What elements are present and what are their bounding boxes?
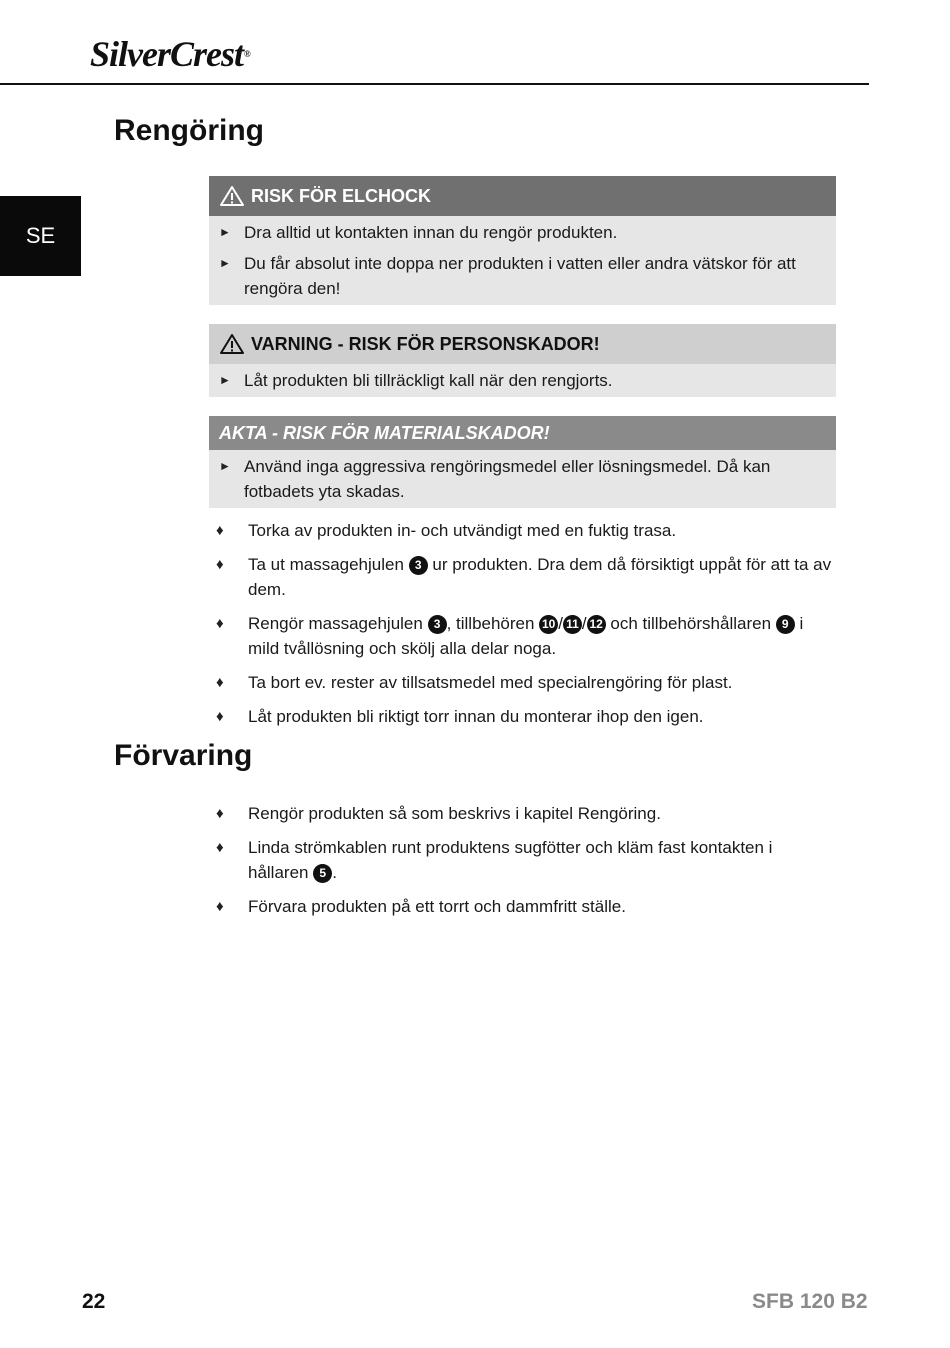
warning-title: AKTA - RISK FÖR MATERIALSKADOR! [219, 422, 550, 443]
list-item [216, 552, 836, 602]
cleaning-steps-list [216, 518, 836, 738]
brand-name: SilverCrest [90, 34, 244, 74]
arrow-bullet-icon: ► [219, 373, 231, 387]
warning-item [219, 368, 826, 393]
warning-triangle-icon [219, 185, 245, 207]
header-rule [0, 83, 869, 85]
list-item [216, 611, 836, 661]
diamond-bullet-icon: ♦ [216, 615, 224, 632]
warning-header [209, 176, 836, 216]
arrow-bullet-icon: ► [219, 256, 231, 270]
diamond-bullet-icon: ♦ [216, 805, 224, 822]
diamond-bullet-icon: ♦ [216, 898, 224, 915]
list-item-text: Ta bort ev. rester av tillsatsmedel med specialrengöring för plast. [248, 673, 733, 692]
list-item [216, 894, 836, 919]
storage-steps-list [216, 801, 836, 928]
list-item [216, 670, 836, 695]
brand-logo [90, 34, 250, 74]
page-number: 22 [82, 1290, 106, 1313]
list-item-text: Rengör produkten så som beskrivs i kapitel Rengöring. [248, 804, 661, 823]
diamond-bullet-icon: ♦ [216, 708, 224, 725]
warning-item-text: Låt produkten bli tillräckligt kall när den rengjorts. [244, 371, 613, 390]
part-number-badge: 3 [428, 615, 447, 634]
arrow-bullet-icon: ► [219, 225, 231, 239]
warning-box-personal-injury [209, 324, 836, 397]
part-number-badge: 11 [563, 615, 582, 634]
warning-item [219, 454, 826, 504]
warning-item-text: Använd inga aggressiva rengöringsmedel eller lösningsmedel. Då kan fotbadets yta skadas. [244, 457, 771, 501]
model-number: SFB 120 B2 [752, 1290, 868, 1313]
warning-title: RISK FÖR ELCHOCK [251, 185, 431, 206]
diamond-bullet-icon: ♦ [216, 839, 224, 856]
diamond-bullet-icon: ♦ [216, 556, 224, 573]
part-number-badge: 3 [409, 556, 428, 575]
list-item [216, 801, 836, 826]
list-item [216, 518, 836, 543]
diamond-bullet-icon: ♦ [216, 522, 224, 539]
list-item [216, 704, 836, 729]
section-title-cleaning: Rengöring [114, 114, 264, 147]
list-item-text: Rengör massagehjulen 3 , tillbehören 10 / 11 / 12 och tillbehörshållaren 9 i mild tvållösning och skölj alla delar noga. [248, 614, 804, 658]
list-item [216, 835, 836, 885]
part-number-badge: 12 [587, 615, 606, 634]
warning-item-text: Dra alltid ut kontakten innan du rengör produkten. [244, 223, 618, 242]
list-item-text: Torka av produkten in- och utvändigt med en fuktig trasa. [248, 521, 677, 540]
list-item-text: Förvara produkten på ett torrt och dammfritt ställe. [248, 897, 626, 916]
warning-box-electric-shock [209, 176, 836, 305]
diamond-bullet-icon: ♦ [216, 674, 224, 691]
warning-triangle-icon [219, 333, 245, 355]
warning-header [209, 416, 836, 450]
registered-mark: ® [244, 49, 250, 59]
part-number-badge: 9 [776, 615, 795, 634]
warning-title: VARNING - RISK FÖR PERSONSKADOR! [251, 333, 600, 354]
arrow-bullet-icon: ► [219, 459, 231, 473]
list-item-text: Låt produkten bli riktigt torr innan du monterar ihop den igen. [248, 707, 704, 726]
warning-header [209, 324, 836, 364]
warning-item [219, 220, 826, 245]
list-item-text: Ta ut massagehjulen 3 ur produkten. Dra dem då försiktigt uppåt för att ta av dem. [248, 555, 832, 599]
warning-item-text: Du får absolut inte doppa ner produkten i vatten eller andra vätskor för att rengöra den! [244, 254, 796, 298]
warning-box-material-damage [209, 416, 836, 508]
part-number-badge: 10 [539, 615, 558, 634]
language-tab: SE [0, 196, 81, 276]
section-title-storage: Förvaring [114, 739, 253, 772]
list-item-text: Linda strömkablen runt produktens sugfötter och kläm fast kontakten i hållaren 5 . [248, 838, 773, 882]
part-number-badge: 5 [313, 864, 332, 883]
warning-item [219, 251, 826, 301]
